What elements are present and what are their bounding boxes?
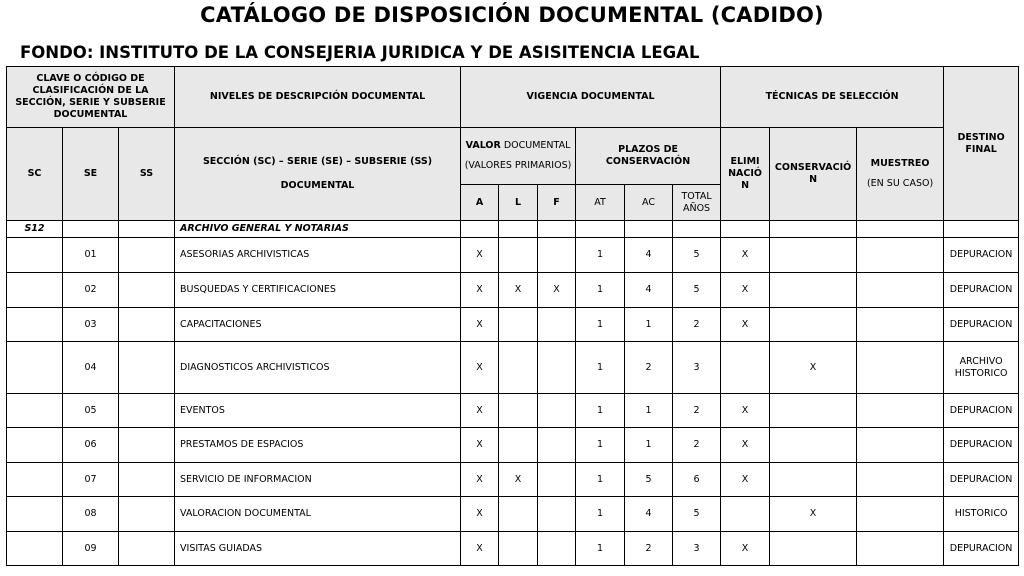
cell-f: [538, 394, 576, 428]
cell-name: SERVICIO DE INFORMACION: [175, 463, 461, 497]
cell-destino: DEPURACION: [944, 238, 1019, 273]
cell-ac: 2: [625, 342, 673, 394]
header-en-su-caso: (EN SU CASO): [866, 178, 934, 189]
section-name: ARCHIVO GENERAL Y NOTARIAS: [175, 221, 461, 238]
cell-muestreo: [857, 532, 944, 566]
cell-name: PRESTAMOS DE ESPACIOS: [175, 428, 461, 463]
cell-l: [499, 428, 538, 463]
cell-cons: [770, 273, 857, 308]
cell-destino: DEPURACION: [944, 463, 1019, 497]
cell-muestreo: [857, 273, 944, 308]
cell-cons: [770, 428, 857, 463]
cell-a: X: [461, 342, 499, 394]
cell-name: DIAGNOSTICOS ARCHIVISTICOS: [175, 342, 461, 394]
header-total: TOTAL AÑOS: [673, 185, 721, 221]
header-destino: DESTINO FINAL: [944, 67, 1019, 221]
header-l: L: [499, 185, 538, 221]
header-clave: CLAVE O CÓDIGO DE CLASIFICACIÓN DE LA SECCIÓN, SERIE Y SUBSERIE DOCUMENTAL: [7, 67, 175, 128]
cell-elim: X: [721, 428, 770, 463]
table-row: [7, 238, 1019, 273]
cell-a: X: [461, 497, 499, 532]
cell-muestreo: [857, 463, 944, 497]
cell-name: VISITAS GUIADAS: [175, 532, 461, 566]
cell-muestreo: [857, 238, 944, 273]
table-row: [7, 342, 1019, 394]
header-valor-rest: DOCUMENTAL: [500, 140, 571, 152]
header-ac: AC: [625, 185, 673, 221]
header-valor: [461, 128, 576, 185]
cell-se: 04: [63, 342, 119, 394]
cell-l: [499, 394, 538, 428]
cell-destino: DEPURACION: [944, 308, 1019, 342]
cell-ac: 4: [625, 497, 673, 532]
header-seccion-line1: SECCIÓN (SC) – SERIE (SE) – SUBSERIE (SS): [202, 156, 433, 168]
section-sc: S12: [7, 221, 63, 238]
cell-at: 1: [576, 497, 625, 532]
cell-a: X: [461, 238, 499, 273]
cell-f: [538, 497, 576, 532]
cell-sc: [7, 342, 63, 394]
header-f: F: [538, 185, 576, 221]
table-row: [7, 463, 1019, 497]
cell-sc: [7, 394, 63, 428]
cell-a: X: [461, 463, 499, 497]
cell-a: X: [461, 308, 499, 342]
cell-ac: 4: [625, 238, 673, 273]
cell-muestreo: [857, 308, 944, 342]
cell-cons: [770, 238, 857, 273]
page-title: CATÁLOGO DE DISPOSICIÓN DOCUMENTAL (CADIDO): [200, 3, 824, 27]
table-row: [7, 394, 1019, 428]
header-eliminacion: ELIMI NACIÓ N: [721, 128, 770, 221]
header-niveles: NIVELES DE DESCRIPCIÓN DOCUMENTAL: [175, 67, 461, 128]
cell-total: 5: [673, 273, 721, 308]
header-at: AT: [576, 185, 625, 221]
cell-ss: [119, 273, 175, 308]
section-row: [7, 221, 1019, 238]
cell-at: 1: [576, 463, 625, 497]
cell-f: X: [538, 273, 576, 308]
cell-at: 1: [576, 394, 625, 428]
cell-f: [538, 463, 576, 497]
cell-sc: [7, 308, 63, 342]
cell-elim: [721, 342, 770, 394]
cell-ss: [119, 463, 175, 497]
cell-l: [499, 238, 538, 273]
cell-total: 5: [673, 238, 721, 273]
header-muestreo-label: MUESTREO: [870, 158, 930, 170]
cell-ac: 1: [625, 394, 673, 428]
cell-elim: X: [721, 463, 770, 497]
cell-ss: [119, 428, 175, 463]
cell-muestreo: [857, 428, 944, 463]
table-row: [7, 273, 1019, 308]
cell-at: 1: [576, 308, 625, 342]
cell-ac: 1: [625, 428, 673, 463]
cell-sc: [7, 273, 63, 308]
fondo-subtitle: FONDO: INSTITUTO DE LA CONSEJERIA JURIDICA Y DE ASISITENCIA LEGAL: [20, 43, 700, 62]
cell-elim: X: [721, 532, 770, 566]
cell-total: 3: [673, 532, 721, 566]
table-row: [7, 428, 1019, 463]
cell-at: 1: [576, 428, 625, 463]
cell-ss: [119, 532, 175, 566]
table-row: [7, 308, 1019, 342]
header-se: SE: [63, 128, 119, 221]
cell-a: X: [461, 273, 499, 308]
cell-f: [538, 238, 576, 273]
cell-ss: [119, 497, 175, 532]
cadido-table: [6, 66, 1019, 566]
cell-elim: X: [721, 238, 770, 273]
cell-cons: [770, 463, 857, 497]
cell-name: VALORACION DOCUMENTAL: [175, 497, 461, 532]
cell-a: X: [461, 532, 499, 566]
cell-destino: DEPURACION: [944, 394, 1019, 428]
cell-cons: X: [770, 342, 857, 394]
cell-ss: [119, 394, 175, 428]
header-tecnicas: TÉCNICAS DE SELECCIÓN: [721, 67, 944, 128]
cell-a: X: [461, 394, 499, 428]
cell-f: [538, 532, 576, 566]
cell-destino: DEPURACION: [944, 532, 1019, 566]
cell-se: 01: [63, 238, 119, 273]
cell-cons: X: [770, 497, 857, 532]
cell-l: [499, 497, 538, 532]
cell-ss: [119, 308, 175, 342]
cell-total: 2: [673, 394, 721, 428]
cell-l: [499, 308, 538, 342]
cell-ac: 1: [625, 308, 673, 342]
cell-elim: X: [721, 273, 770, 308]
cell-total: 2: [673, 428, 721, 463]
cell-muestreo: [857, 497, 944, 532]
header-valores-primarios: (VALORES PRIMARIOS): [464, 160, 572, 171]
cell-muestreo: [857, 342, 944, 394]
cell-sc: [7, 238, 63, 273]
cell-l: [499, 342, 538, 394]
cell-at: 1: [576, 238, 625, 273]
cell-at: 1: [576, 342, 625, 394]
cell-total: 6: [673, 463, 721, 497]
cell-se: 06: [63, 428, 119, 463]
header-ss: SS: [119, 128, 175, 221]
table-row: [7, 532, 1019, 566]
cell-name: ASESORIAS ARCHIVISTICAS: [175, 238, 461, 273]
cell-cons: [770, 308, 857, 342]
cell-se: 07: [63, 463, 119, 497]
header-seccion-line2: DOCUMENTAL: [280, 180, 355, 191]
cell-total: 2: [673, 308, 721, 342]
cell-destino: DEPURACION: [944, 273, 1019, 308]
cell-at: 1: [576, 532, 625, 566]
cell-ac: 4: [625, 273, 673, 308]
cell-total: 3: [673, 342, 721, 394]
cell-se: 05: [63, 394, 119, 428]
cell-destino: HISTORICO: [944, 497, 1019, 532]
header-seccion: [175, 128, 461, 221]
cell-f: [538, 342, 576, 394]
cell-sc: [7, 428, 63, 463]
header-valor-bold: VALOR: [465, 140, 501, 152]
cell-l: X: [499, 273, 538, 308]
table-row: [7, 497, 1019, 532]
header-muestreo: [857, 128, 944, 221]
cell-l: X: [499, 463, 538, 497]
cell-sc: [7, 497, 63, 532]
cell-l: [499, 532, 538, 566]
header-sc: SC: [7, 128, 63, 221]
cell-se: 03: [63, 308, 119, 342]
cell-sc: [7, 463, 63, 497]
cell-f: [538, 308, 576, 342]
cell-destino: DEPURACION: [944, 428, 1019, 463]
cell-name: CAPACITACIONES: [175, 308, 461, 342]
cell-f: [538, 428, 576, 463]
cell-ss: [119, 238, 175, 273]
cell-name: EVENTOS: [175, 394, 461, 428]
cell-se: 02: [63, 273, 119, 308]
header-a: A: [461, 185, 499, 221]
cell-destino: ARCHIVO HISTORICO: [944, 342, 1019, 394]
cell-se: 08: [63, 497, 119, 532]
cell-cons: [770, 532, 857, 566]
cell-sc: [7, 532, 63, 566]
cell-se: 09: [63, 532, 119, 566]
cell-ac: 5: [625, 463, 673, 497]
cell-name: BUSQUEDAS Y CERTIFICACIONES: [175, 273, 461, 308]
cell-at: 1: [576, 273, 625, 308]
cell-cons: [770, 394, 857, 428]
header-conservacion: CONSERVACIÓ N: [770, 128, 857, 221]
cell-ss: [119, 342, 175, 394]
cell-elim: [721, 497, 770, 532]
cell-elim: X: [721, 308, 770, 342]
cell-a: X: [461, 428, 499, 463]
cell-total: 5: [673, 497, 721, 532]
cell-elim: X: [721, 394, 770, 428]
cell-muestreo: [857, 394, 944, 428]
cell-ac: 2: [625, 532, 673, 566]
header-vigencia: VIGENCIA DOCUMENTAL: [461, 67, 721, 128]
header-plazos: PLAZOS DE CONSERVACIÓN: [576, 128, 721, 185]
